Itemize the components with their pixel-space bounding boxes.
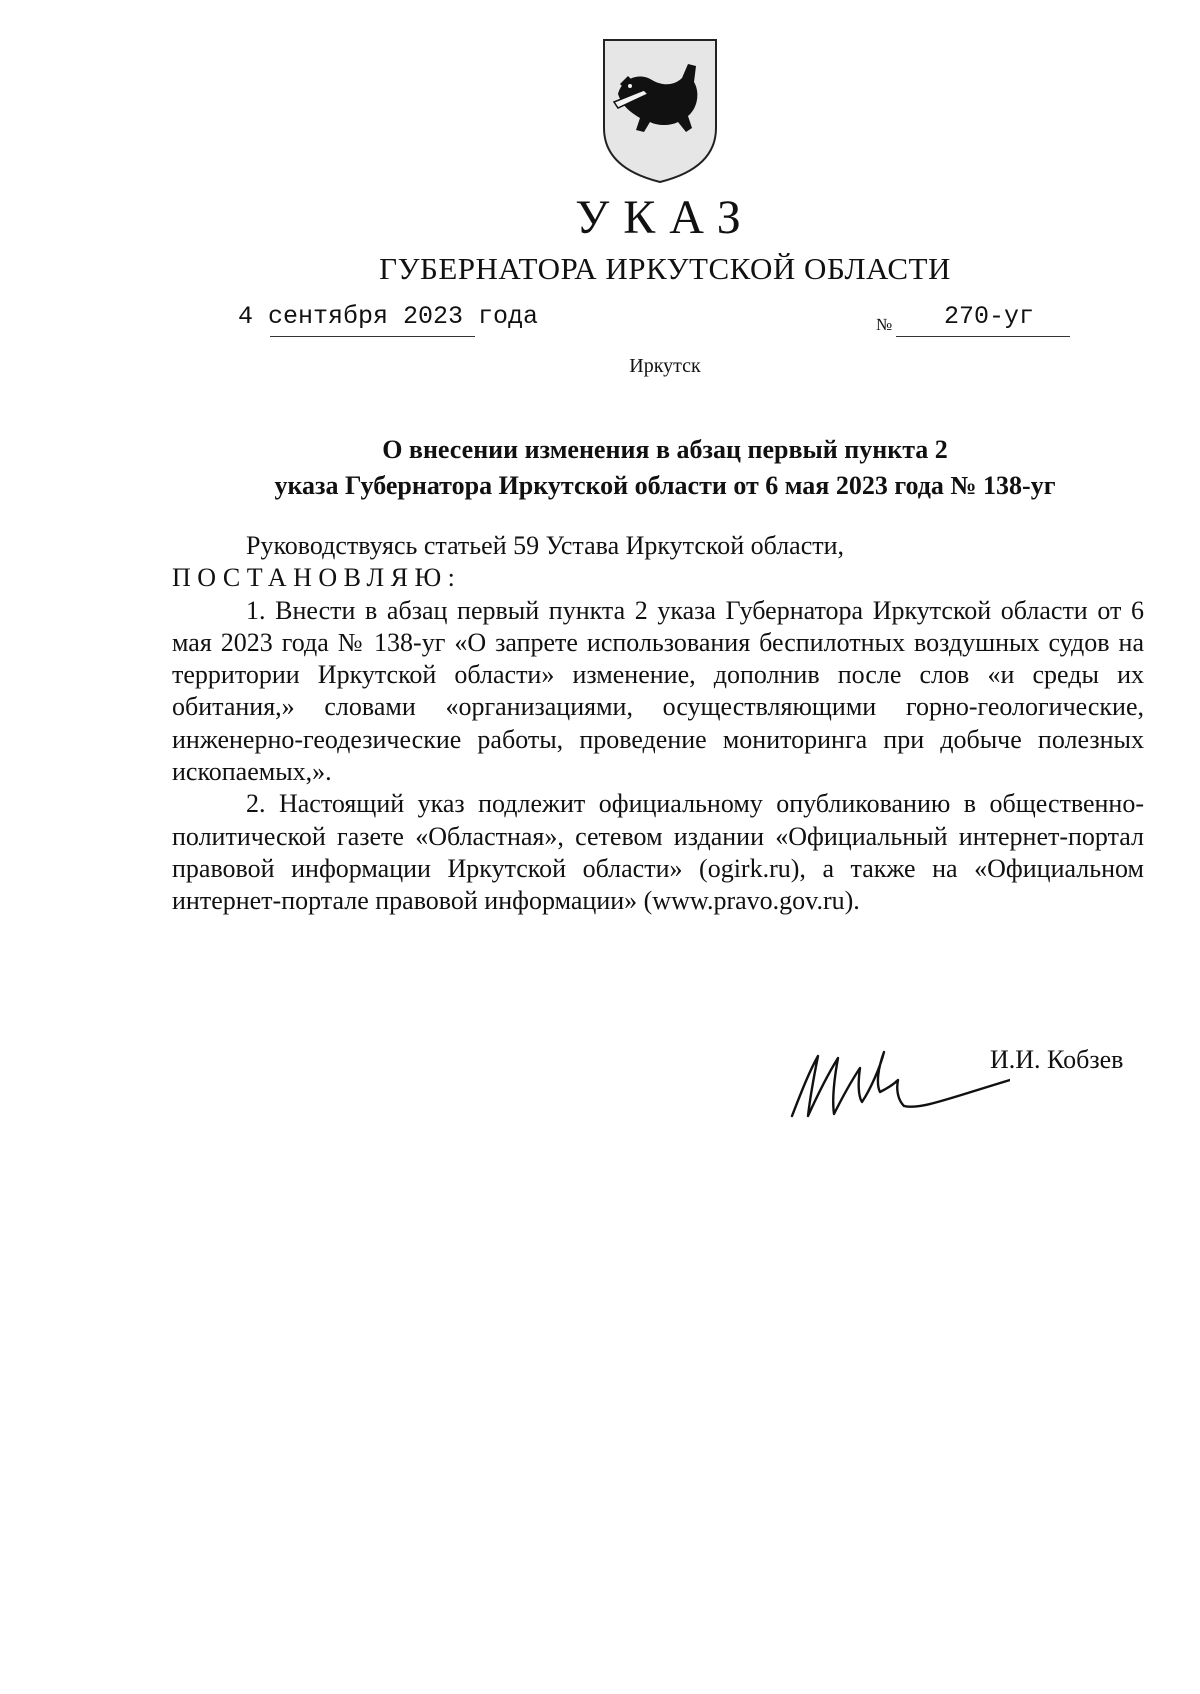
date-underline bbox=[270, 336, 475, 337]
city-label: Иркутск bbox=[629, 355, 701, 377]
document-type-title: УКАЗ bbox=[575, 191, 755, 244]
number-sign: № bbox=[876, 315, 893, 334]
decree-word: ПОСТАНОВЛЯЮ: bbox=[172, 563, 462, 593]
preamble-paragraph: Руководствуясь статьей 59 Устава Иркутской области, bbox=[246, 531, 845, 560]
signer-name: И.И. Кобзев bbox=[990, 1045, 1124, 1074]
heading-line-1: О внесении изменения в абзац первый пункта 2 bbox=[382, 435, 948, 464]
document-heading bbox=[0, 432, 1200, 504]
signature-block bbox=[780, 1018, 1170, 1128]
handwritten-signature-icon bbox=[780, 1018, 1010, 1128]
document-number: 270-уг bbox=[944, 302, 1035, 331]
issuer-title: ГУБЕРНАТОРА ИРКУТСКОЙ ОБЛАСТИ bbox=[379, 251, 951, 286]
document-body bbox=[172, 530, 1144, 918]
heading-line-2: указа Губернатора Иркутской области от 6 мая 2023 года № 138-уг bbox=[274, 471, 1056, 500]
item-2-paragraph: 2. Настоящий указ подлежит официальному опубликованию в общественно-политической газете «Областная», сетевом издании «Официальный интернет-портал правовой информации Иркутской области» (ogirk.ru), а также на «Официальном интернет-портале правовой информации» (www.pravo.gov.ru). bbox=[172, 789, 1144, 916]
number-underline bbox=[896, 336, 1070, 337]
document-date: 4 сентября 2023 года bbox=[238, 302, 539, 331]
item-1-paragraph: 1. Внести в абзац первый пункта 2 указа Губернатора Иркутской области от 6 мая 2023 года № 138-уг «О запрете использования беспилотных воздушных судов на территории Иркутской области» изменение, дополнив после слов «и среды их обитания,» словами «организациями, осуществляющими горно-геологические, инженерно-геодезические работы, проведение мониторинга при добыче полезных ископаемых,». bbox=[172, 595, 1144, 787]
irkutsk-coat-of-arms-icon bbox=[600, 36, 720, 186]
